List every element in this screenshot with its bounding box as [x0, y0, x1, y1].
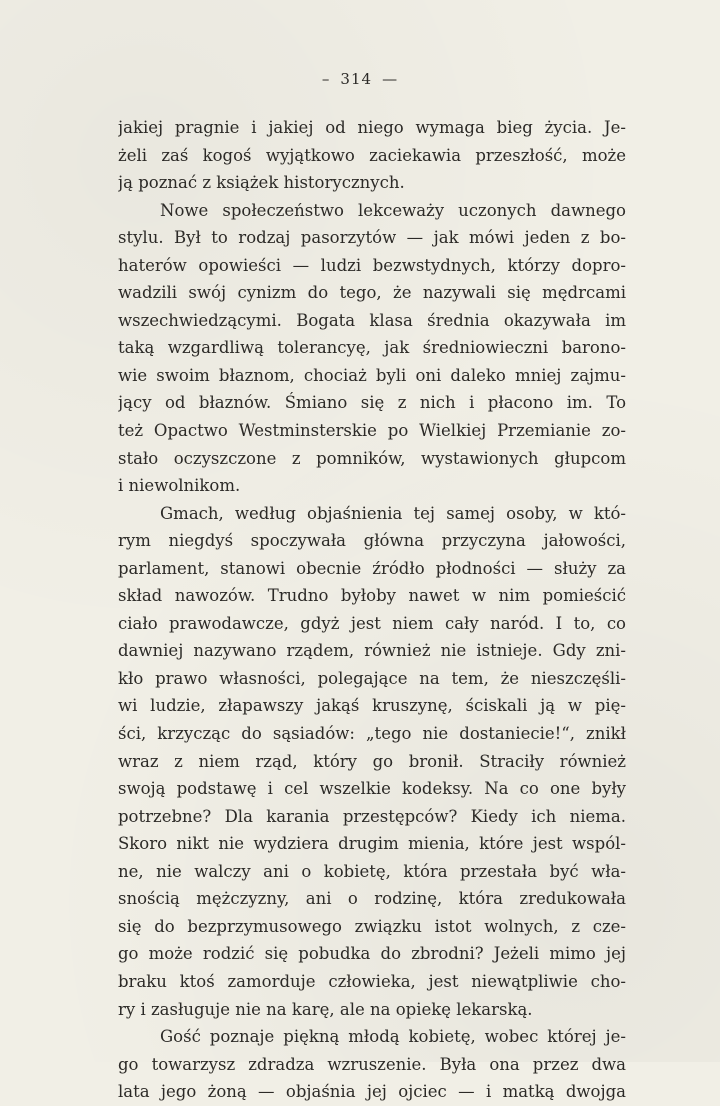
text-line: ciało prawodawcze, gdyż jest niem cały naród. I to, co	[118, 613, 626, 633]
text-line: ry i zasługuje nie na karę, ale na opiekę lekarską.	[118, 999, 533, 1019]
text-line: jący od błaznów. Śmiano się z nich i płacono im. To	[118, 393, 626, 413]
text-line: Gość poznaje piękną młodą kobietę, wobec której je-	[160, 1027, 626, 1047]
text-line: braku ktoś zamorduje człowieka, jest niewątpliwie cho-	[118, 971, 626, 991]
text-line: wie swoim błaznom, chociaż byli oni daleko mniej zajmu-	[118, 365, 626, 385]
text-line: potrzebne? Dla karania przestępców? Kiedy ich niema.	[118, 806, 626, 826]
text-line: go towarzysz zdradza wzruszenie. Była ona przez dwa	[118, 1054, 626, 1074]
text-line: taką wzgardliwą tolerancyę, jak średniowieczni barono-	[118, 338, 626, 358]
body-text	[118, 114, 626, 1106]
text-line: parlament, stanowi obecnie źródło płodności — służy za	[118, 558, 626, 578]
page-number	[0, 70, 720, 88]
text-line: skład nawozów. Trudno byłoby nawet w nim pomieścić	[118, 586, 626, 606]
text-line: rym niegdyś spoczywała główna przyczyna jałowości,	[118, 531, 626, 551]
text-line: jakiej pragnie i jakiej od niego wymaga bieg życia. Je-	[118, 118, 626, 137]
text-line: też Opactwo Westminsterskie po Wielkiej Przemianie zo-	[118, 421, 626, 441]
text-line: stało oczyszczone z pomników, wystawionych głupcom	[118, 448, 626, 468]
text-line: stylu. Był to rodzaj pasorzytów — jak mówi jeden z bo-	[118, 228, 626, 248]
text-line: wadzili swój cynizm do tego, że nazywali się mędrcami	[118, 283, 626, 303]
text-line: lata jego żoną — objaśnia jej ojciec — i matką dwojga	[118, 1082, 626, 1102]
page-number-value: 314	[340, 70, 373, 88]
text-line: i niewolnikom.	[118, 476, 241, 496]
text-line: wszechwiedzącymi. Bogata klasa średnia okazywała im	[118, 310, 626, 330]
page-number-dash-right: —	[382, 70, 399, 88]
text-line: haterów opowieści — ludzi bezwstydnych, którzy dopro-	[118, 255, 626, 275]
text-line: ne, nie walczy ani o kobietę, która przestała być wła-	[118, 861, 626, 881]
text-line: Nowe społeczeństwo lekceważy uczonych dawnego	[160, 200, 626, 220]
text-line: wi ludzie, złapawszy jakąś kruszynę, ściskali ją w pię-	[118, 696, 626, 716]
text-line: Skoro nikt nie wydziera drugim mienia, które jest wspól-	[118, 834, 626, 854]
page-number-dash-left: –	[321, 70, 331, 88]
text-line: swoją podstawę i cel wszelkie kodeksy. Na co one były	[118, 779, 626, 799]
text-line: się do bezprzymusowego związku istot wolnych, z cze-	[118, 916, 626, 936]
text-line: kło prawo własności, polegające na tem, że nieszczęśli-	[118, 668, 626, 688]
text-line: żeli zaś kogoś wyjątkowo zaciekawia przeszłość, może	[118, 145, 626, 165]
text-line: dawniej nazywano rządem, również nie istnieje. Gdy zni-	[118, 641, 626, 661]
text-line: go może rodzić się pobudka do zbrodni? Jeżeli mimo jej	[118, 944, 626, 964]
text-line: Gmach, według objaśnienia tej samej osoby, w któ-	[160, 503, 626, 523]
text-line: ści, krzycząc do sąsiadów: „tego nie dostaniecie!“, znikł	[118, 724, 626, 744]
text-line: ją poznać z książek historycznych.	[118, 173, 405, 193]
text-line: snością mężczyzny, ani o rodzinę, która zredukowała	[118, 889, 626, 909]
text-line: wraz z niem rząd, który go bronił. Straciły również	[118, 751, 626, 771]
